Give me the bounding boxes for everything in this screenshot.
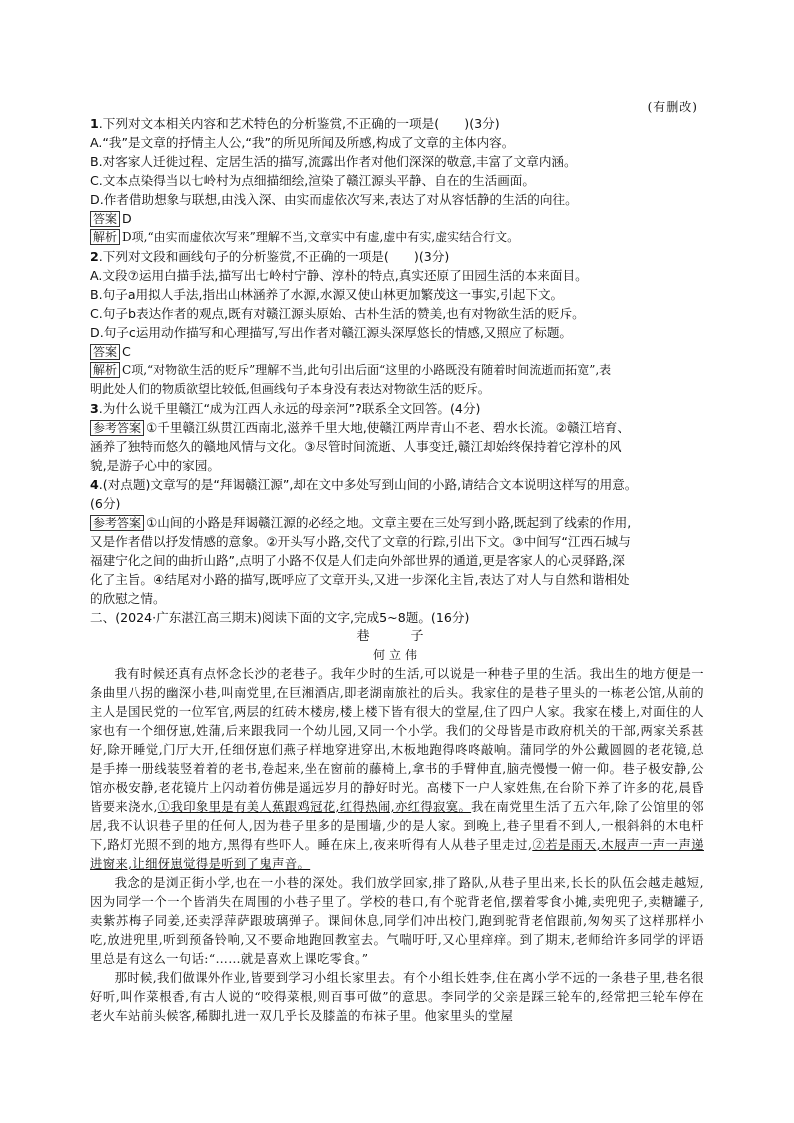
- question-3-reference-answer-cont: 涵养了独特而悠久的赣地风情与文化。③尽管时间流逝、人事变迁,赣江却始终保持着它淳朴的风: [90, 439, 622, 454]
- question-4-stem: 4.(对点题)文章写的是“拜谒赣江源”,却在文中多处写到山间的小路,请结合文本说明这样写的用意。: [90, 477, 638, 492]
- answer-tag: 答案: [90, 211, 120, 227]
- underlined-sentence-1: ①我印象里是有美人蕉跟鸡冠花,红得热闹,亦红得寂寞。: [157, 800, 472, 814]
- passage-author: 何立伟: [372, 648, 421, 662]
- passage-paragraph-2: 我念的是浏正街小学,也在一小巷的深处。我们放学回家,排了路队,从巷子里出来,长长的队伍会越走越短,因为同学一个一个皆消失在周围的小巷子里了。学校的巷口,有个驼背老倌,摆着零食小摊,卖兜兜子,卖糖罐子,卖紫苏梅子同姜,还卖浮萍萨跟玻璃弹子。课间休息,同学们冲出校门,跑到驼背老倌跟前,匆匆买了这样那样小吃,放进兜里,听到预备铃响,又不要命地跑回教室去。气喘吁吁,又心里痒痒。到了期末,老师给许多同学的评语里总是有这么一句话:“……就是喜欢上课吃零食。”: [90, 876, 704, 966]
- question-4-reference-answer-cont: 化了主旨。④结尾对小路的描写,既呼应了文章开头,又进一步深化主旨,表达了对人与自然和谐相处: [90, 572, 630, 587]
- question-number: 3: [90, 401, 99, 416]
- passage-title: 巷 子: [356, 629, 438, 644]
- question-1-option-c: C.文本点染得当以七岭村为点细描细绘,渲染了赣江源头平静、自在的生活画面。: [90, 173, 535, 188]
- question-4-stem-cont: (6分): [90, 496, 121, 511]
- question-2-option-c: C.句子b表达作者的观点,既有对赣江源头原始、古朴生活的赞美,也有对物欲生活的贬斥。: [90, 306, 585, 321]
- answer-tag: 答案: [90, 344, 120, 360]
- question-number: 1: [90, 116, 99, 131]
- question-2-answer: 答案 C: [90, 342, 704, 361]
- question-2-option-a: A.文段⑦运用白描手法,描写出七岭村宁静、淳朴的特点,真实还原了田园生活的本来面目。: [90, 268, 588, 283]
- question-number: 4: [90, 477, 99, 492]
- question-4-reference-answer-cont: 又是作者借以抒发情感的意象。②开头写小路,交代了文章的行踪,引出下文。③中间写“江西石城与: [90, 534, 631, 549]
- question-1-option-a: A.“我”是文章的抒情主人公,“我”的所见所闻及所感,构成了文章的主体内容。: [90, 135, 515, 150]
- explanation-tag: 解析: [90, 362, 120, 378]
- reference-answer-tag: 参考答案: [90, 420, 144, 436]
- question-1-answer: 答案 D: [90, 209, 704, 228]
- question-4-reference-answer-cont: 福建宁化之间的曲折山路”,点明了小路不仅是人们走向外部世界的通道,更是客家人的心灵驿路,深: [90, 553, 625, 568]
- question-3-stem: 3.为什么说千里赣江“成为江西人永远的母亲河”?联系全文回答。(4分): [90, 401, 481, 416]
- passage-paragraph-3: 那时候,我们做课外作业,皆要到学习小组长家里去。有个小组长姓李,住在离小学不远的一条巷子里,巷名很好听,叫作菜根香,有古人说的“咬得菜根,则百事可做”的意思。李同学的父亲是踩三轮车的,经常把三轮车停在老火车站前头候客,稀脚扎进一双几乎长及膝盖的布袜子里。他家里头的堂屋: [90, 971, 704, 1023]
- question-3-reference-answer-cont: 貌,是游子心中的家园。: [90, 458, 220, 473]
- question-2-explanation: 解析 C项,“对物欲生活的贬斥”理解不当,此句引出后面“这里的小路既没有随着时间流逝而拓宽”,表: [90, 361, 704, 380]
- question-2-option-b: B.句子a用拟人手法,指出山林涵养了水源,水源又使山林更加繁茂这一事实,引起下文。: [90, 287, 564, 302]
- content-area: [90, 114, 704, 1026]
- question-1-option-b: B.对客家人迁徙过程、定居生活的描写,流露出作者对他们深深的敬意,丰富了文章内涵。: [90, 154, 577, 169]
- header-note: (有删改): [647, 100, 698, 114]
- question-3-reference-answer: 参考答案 ①千里赣江纵贯江西南北,滋养千里大地,使赣江两岸青山不老、碧水长流。②赣江培育、: [90, 418, 704, 437]
- question-4-reference-answer-cont: 的欣慰之情。: [90, 591, 166, 606]
- explanation-tag: 解析: [90, 229, 120, 245]
- question-1-explanation: 解析 D项,“由实而虚依次写来”理解不当,文章实中有虚,虚中有实,虚实结合行文。: [90, 228, 704, 247]
- question-1-stem: 1.下列对文本相关内容和艺术特色的分析鉴赏,不正确的一项是( )(3分): [90, 116, 500, 131]
- question-number: 2: [90, 249, 99, 264]
- reference-answer-tag: 参考答案: [90, 515, 144, 531]
- question-2-stem: 2.下列对文段和画线句子的分析鉴赏,不正确的一项是( )(3分): [90, 249, 450, 264]
- question-4-reference-answer: 参考答案 ①山间的小路是拜谒赣江源的必经之地。文章主要在三处写到小路,既起到了线索的作用,: [90, 513, 704, 532]
- underlined-sentence-2: ②若是雨天,木屐声一声一声递进窗来,让细伢崽觉得是听到了鬼声音。: [90, 838, 704, 871]
- question-2-explanation-cont: 明此处人们的物质欲望比较低,但画线句子本身没有表达对物欲生活的贬斥。: [90, 382, 490, 396]
- question-1-option-d: D.作者借助想象与联想,由浅入深、由实而虚依次写来,表达了对从容恬静的生活的向往。: [90, 192, 578, 207]
- passage-paragraph-1: 我有时候还真有点怀念长沙的老巷子。我年少时的生活,可以说是一种巷子里的生活。我出生的地方便是一条曲里八拐的幽深小巷,叫南党里,在巨湘酒店,即老湖南旅社的后头。我家住的是巷子里头的一栋老公馆,从前的主人是国民党的一位军官,两层的红砖木楼房,楼上楼下皆有很大的堂屋,住了四户人家。我家在楼上,对面住的人家也有一个细伢崽,姓蒲,后来跟我同一个幼儿园,又同一个小学。我们的父母皆是市政府机关的干部,两家关系甚好,除开睡觉,门厅大开,任细伢崽们燕子样地穿进穿出,木板地跑得咚咚敲响。蒲同学的外公戴圆圆的老花镜,总是手捧一册线装竖着着的老书,卷起来,坐在窗前的藤椅上,拿书的手臂伸直,脑壳慢慢一俯一仰。巷子极安静,公馆亦极安静,老花镜片上闪动着仿佛是遥远岁月的静好时光。高楼下一户人家姓焦,在台阶下养了许多的花,晨昏皆要来浇水,①我印象里是有美人蕉跟鸡冠花,红得热闹,亦红得寂寞。我在南党里生活了五六年,除了公馆里的邻居,我不认识巷子里的任何人,因为巷子里多的是围墙,少的是人家。到晚上,巷子里看不到人,一根斜斜的木电杆下,路灯光照不到的地方,黑得有些吓人。睡在床上,夜来听得有人从巷子里走过,②若是雨天,木屐声一声一声递进窗来,让细伢崽觉得是听到了鬼声音。: [90, 667, 704, 871]
- section-heading: 二、(2024·广东湛江高三期末)阅读下面的文字,完成5~8题。(16分): [90, 610, 470, 625]
- question-2-option-d: D.句子c运用动作描写和心理描写,写出作者对赣江源头深厚悠长的情感,又照应了标题。: [90, 325, 573, 340]
